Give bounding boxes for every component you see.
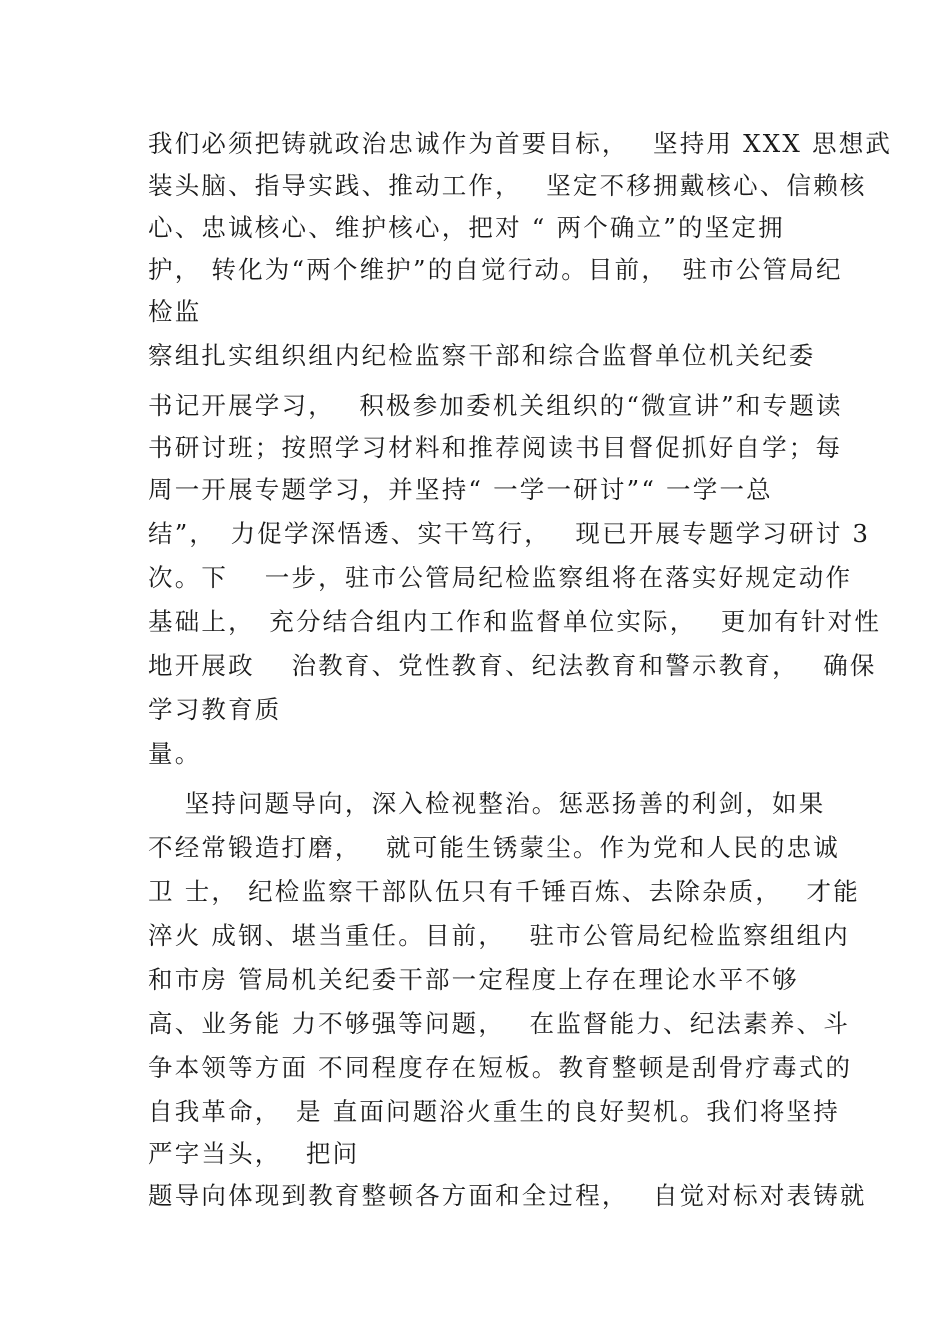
text-line: 坚持问题导向，深入检视整治。惩恶扬善的利剑，如果 xyxy=(148,789,826,818)
text-line: 结”， 力促学深悟透、实干笃行， 现已开展专题学习研讨 3 xyxy=(148,519,871,548)
text-line: 题导向体现到教育整顿各方面和全过程， 自觉对标对表铸就 xyxy=(148,1181,867,1210)
text-line: 地开展政 治教育、党性教育、纪法教育和警示教育， 确保 xyxy=(148,651,877,680)
text-line: 我们必须把铸就政治忠诚作为首要目标， 坚持用 XXX 思想武 xyxy=(148,129,893,158)
text-line: 护， 转化为“两个维护”的自觉行动。目前， 驻市公管局纪 xyxy=(148,255,843,284)
text-line: 淬火 成钢、堪当重任。目前， 驻市公管局纪检监察组组内 xyxy=(148,921,850,950)
text-line: 基础上， 充分结合组内工作和监督单位实际， 更加有针对性 xyxy=(148,607,882,636)
text-line: 装头脑、指导实践、推动工作， 坚定不移拥戴核心、信赖核 xyxy=(148,171,867,200)
text-line: 不经常锻造打磨， 就可能生锈蒙尘。作为党和人民的忠诚 xyxy=(148,833,840,862)
text-line: 书研讨班；按照学习材料和推荐阅读书目督促抓好自学；每 xyxy=(148,433,843,462)
text-line: 争本领等方面 不同程度存在短板。教育整顿是刮骨疗毒式的 xyxy=(148,1053,853,1082)
text-line: 次。下 一步，驻市公管局纪检监察组将在落实好规定动作 xyxy=(148,563,853,592)
text-line: 检监 xyxy=(148,297,202,326)
text-line: 卫 士， 纪检监察干部队伍只有千锤百炼、去除杂质， 才能 xyxy=(148,877,860,906)
text-line: 学习教育质 xyxy=(148,695,282,724)
text-line: 察组扎实组织组内纪检监察干部和综合监督单位机关纪委 xyxy=(148,341,816,370)
text-line: 自我革命， 是 直面问题浴火重生的良好契机。我们将坚持 xyxy=(148,1097,840,1126)
text-line: 周一开展专题学习，并坚持“ 一学一研讨”“ 一学一总 xyxy=(148,475,773,504)
text-line: 心、忠诚核心、维护核心，把对 “ 两个确立”的坚定拥 xyxy=(148,213,785,242)
text-line: 量。 xyxy=(148,739,202,768)
text-line: 严字当头， 把问 xyxy=(148,1139,360,1168)
text-line: 书记开展学习， 积极参加委机关组织的“微宣讲”和专题读 xyxy=(148,391,843,420)
text-line: 和市房 管局机关纪委干部一定程度上存在理论水平不够 xyxy=(148,965,799,994)
text-line: 高、业务能 力不够强等问题， 在监督能力、纪法素养、斗 xyxy=(148,1009,850,1038)
